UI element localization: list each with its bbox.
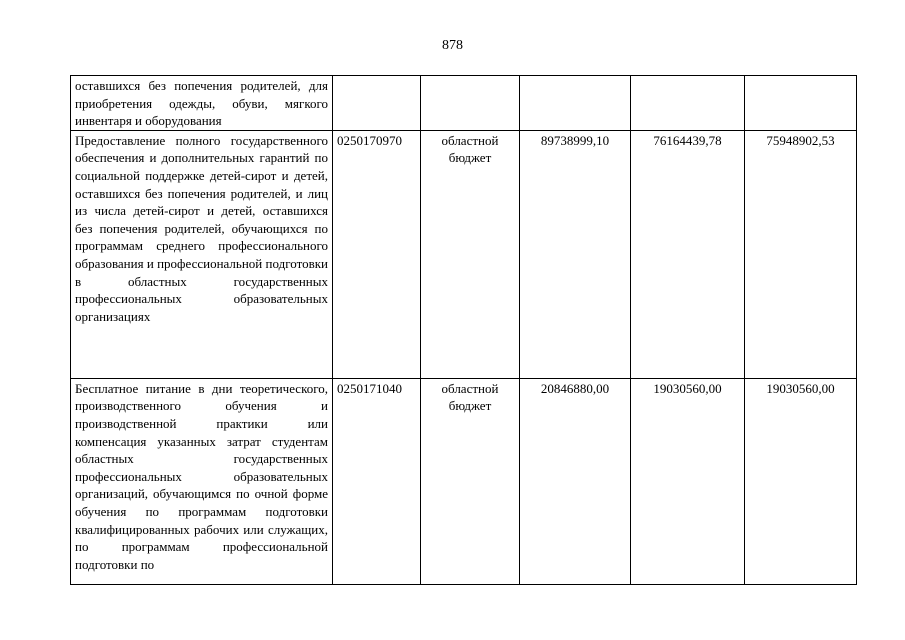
- row-value-2: [631, 76, 745, 131]
- row-value-2: 76164439,78: [631, 130, 745, 378]
- row-code: 0250171040: [333, 378, 421, 584]
- row-value-3: 19030560,00: [745, 378, 857, 584]
- row-name: Предоставление полного государственного обеспечения и дополнительных гарантий по социальной поддержке детей-сирот и детей, оставшихся без попечения родителей, и лиц из числа детей-сирот и детей, оставшихся без попечения родителей, обучающихся по программам среднего профессионального образования и профессиональной подготовки в областных государственных профессиональных образовательных организациях: [71, 130, 333, 378]
- table-row: [71, 76, 857, 131]
- page-number: 878: [442, 38, 463, 53]
- row-value-1: 89738999,10: [520, 130, 631, 378]
- row-source: областной бюджет: [421, 130, 520, 378]
- table-row: [71, 378, 857, 584]
- row-value-3: 75948902,53: [745, 130, 857, 378]
- row-value-2: 19030560,00: [631, 378, 745, 584]
- budget-table: [70, 75, 857, 585]
- row-name: оставшихся без попечения родителей, для приобретения одежды, обуви, мягкого инвентаря и оборудования: [71, 76, 333, 131]
- row-code: [333, 76, 421, 131]
- row-value-1: 20846880,00: [520, 378, 631, 584]
- table-row: [71, 130, 857, 378]
- row-source: [421, 76, 520, 131]
- row-value-1: [520, 76, 631, 131]
- row-code: 0250170970: [333, 130, 421, 378]
- row-value-3: [745, 76, 857, 131]
- row-name: Бесплатное питание в дни теоретического, производственного обучения и производственной практики или компенсация указанных затрат студентам областных государственных профессиональных образовательных организаций, обучающимся по очной форме обучения по программам подготовки квалифицированных рабочих или служащих, по программам профессиональной подготовки по: [71, 378, 333, 584]
- row-source: областной бюджет: [421, 378, 520, 584]
